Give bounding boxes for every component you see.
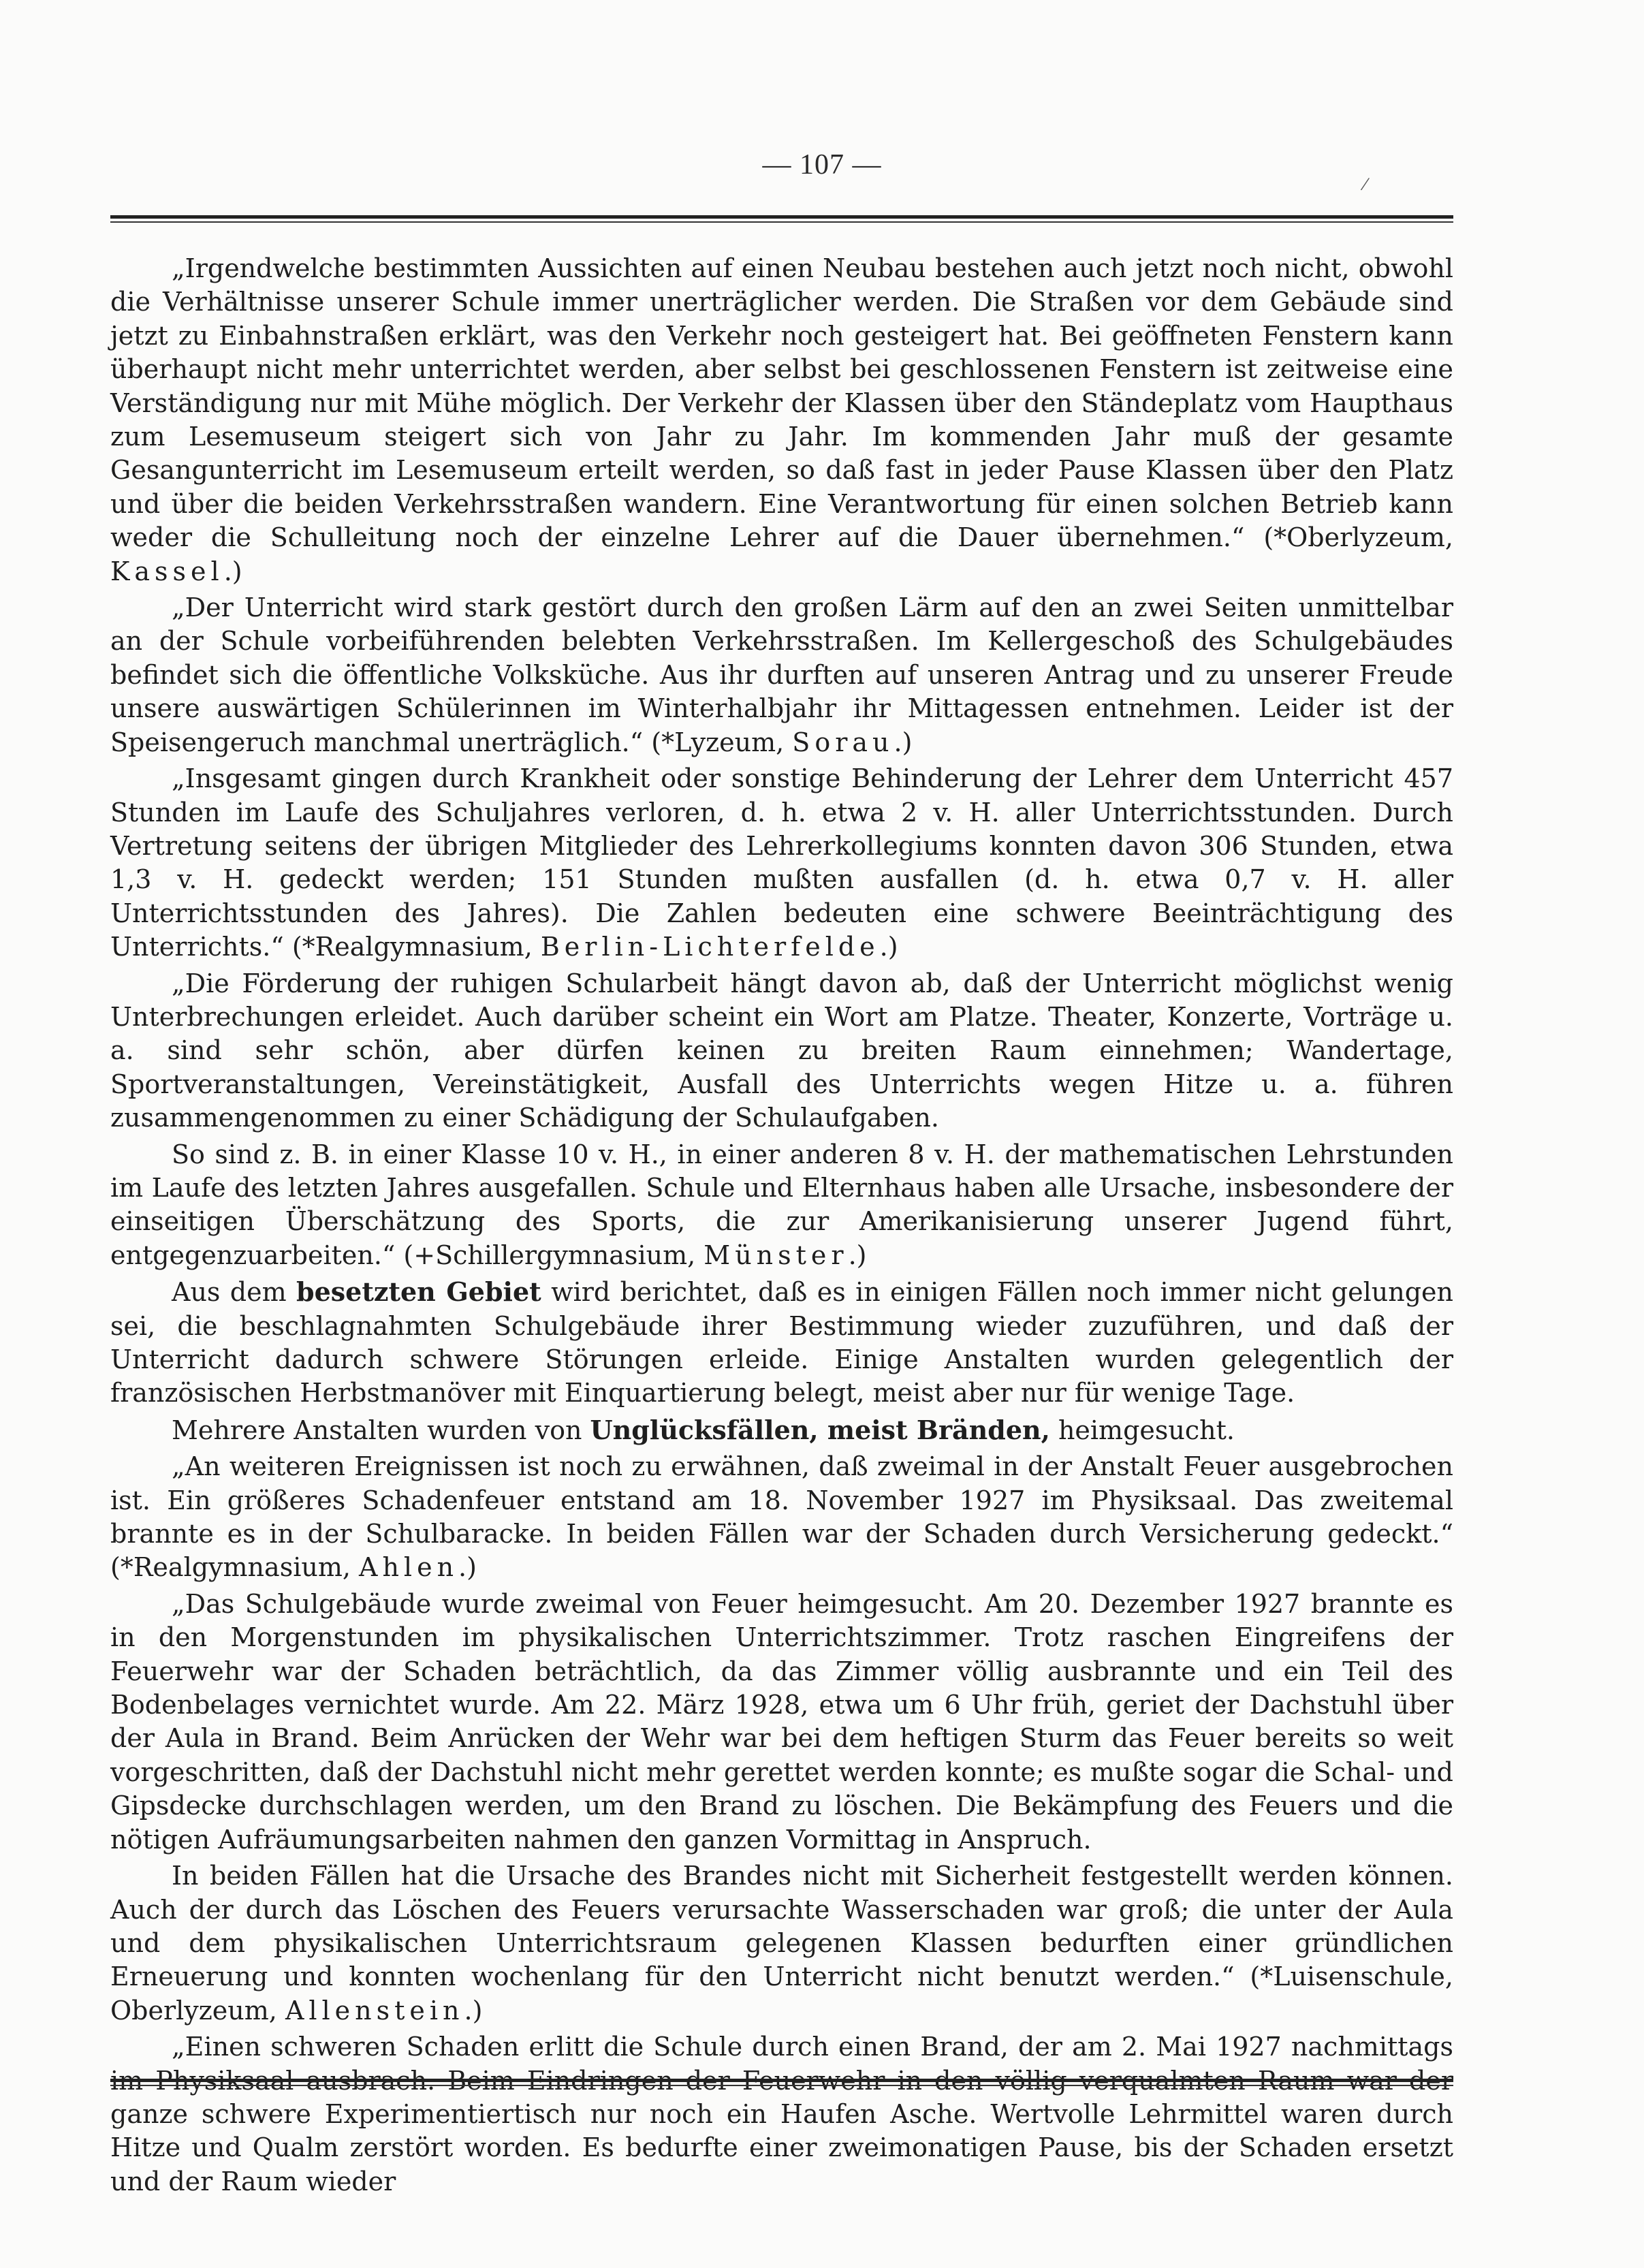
paragraph-text: „Das Schulgebäude wurde zweimal von Feuer heimgesucht. Am 20. Dezember 1927 brannte es in den Morgenstunden im physikalischen Unterrichtszimmer. Trotz raschen Eingreifens der Feuerwehr war der Schaden beträchtlich, da das Zimmer völlig ausbrannte und ein Teil des Bodenbelages vernichtet wurde. Am 22. März 1928, etwa um 6 Uhr früh, geriet der Dachstuhl über der Aula in Brand. Beim Anrücken der Wehr war bei dem heftigen Sturm das Feuer bereits so weit vorgeschritten, daß der Dachstuhl nicht mehr gerettet werden konnte; es mußte sogar die Schal- und Gipsdecke durchschlagen werden, um den Brand zu löschen. Die Bekämpfung des Feuers und die nötigen Aufräumungsarbeiten nahmen den ganzen Vormittag in Anspruch. [110, 1588, 1453, 1855]
paragraph-close: .) [458, 1552, 477, 1583]
page-number: — 107 — [762, 149, 882, 180]
paragraph-text: „An weiteren Ereignissen ist noch zu erwähnen, daß zweimal in der Anstalt Feuer ausgebrochen ist. Ein größeres Schadenfeuer entstand am 18. November 1927 im Physiksaal. Das zweitemal brannte es in der Schulbaracke. In beiden Fällen war der Schaden durch Versicherung gedeckt.“ (*Realgymnasium, [110, 1451, 1453, 1583]
header-rule-thin [110, 221, 1453, 223]
footer-rule-thin [110, 2085, 1453, 2086]
bold-term: Unglücksfällen, meist Bränden, [590, 1414, 1050, 1445]
paragraph-text: wird berichtet, daß es in einigen Fällen noch immer nicht gelungen sei, die beschlagnahmten Schulgebäude ihrer Bestimmung wieder zuzuführen, und daß der Unterricht dadurch schwere Störungen erleide. Einige Anstalten wurden gelegentlich der französischen Herbstmanöver mit Einquartierung belegt, meist aber nur für wenige Tage. [110, 1277, 1453, 1408]
paragraph-text: „Die Förderung der ruhigen Schularbeit hängt davon ab, daß der Unterricht möglichst wenig Unterbrechungen erleidet. Auch darüber scheint ein Wort am Platze. Theater, Konzerte, Vorträge u. a. sind sehr schön, aber dürfen keinen zu breiten Raum einnehmen; Wandertage, Sportveranstaltungen, Vereinstätigkeit, Ausfall des Unterrichts wegen Hitze u. a. führen zusammengenommen zu einer Schädigung der Schulaufgaben. [110, 968, 1453, 1133]
paragraph-text: heimgesucht. [1049, 1415, 1235, 1445]
paragraph-text: „Einen schweren Schaden erlitt die Schule durch einen Brand, der am 2. Mai 1927 nachmittags in ganze schwere Experimentiertisch nur noch ein Haufen Asche. Wertvolle Lehrmittel waren durch Hitze und Qualm zerstört worden. Es bedurfte einer zweimonatigen Pause, bis der Schaden ersetzt und der Raum wieder [110, 2032, 1453, 2196]
paragraph-muenster [110, 1138, 1453, 1273]
paragraph-text: „Insgesamt gingen durch Krankheit oder sonstige Behinderung der Lehrer dem Unterricht 457 Stunden im Laufe des Schuljahres verloren, d. h. etwa 2 v. H. aller Unterrichtsstunden. Durch Vertretung seitens der übrigen Mitglieder des Lehrerkollegiums konnten davon 306 Stunden, etwa 1,3 v. H. gedeckt werden; 151 Stunden mußten ausfallen (d. h. etwa 0,7 v. H. aller Unterrichtsstunden des Jahres). Die Zahlen bedeuten eine schwere Beeinträchtigung des Unterrichts.“ (*Realgymnasium, [110, 763, 1453, 962]
place-name: Sorau [792, 727, 894, 757]
header-rule [110, 215, 1453, 223]
paragraph-close: .) [848, 1240, 867, 1270]
paragraph-text: In beiden Fällen hat die Ursache des Brandes nicht mit Sicherheit festgestellt werden können. Auch der durch das Löschen des Feuers verursachte Wasserschaden war groß; die unter der Aula und dem physikalischen Unterrichtsraum gelegenen Klassen bedurften einer gründlichen Erneuerung und konnten wochenlang für den Unterricht nicht benutzt werden.“ (*Luisenschule, Oberlyzeum, [110, 1861, 1453, 2026]
place-name: Kassel [110, 556, 224, 586]
paragraph-close: .) [879, 932, 898, 962]
footer-rule [110, 2079, 1453, 2087]
paragraph-fire-twice [110, 1588, 1453, 1857]
paragraph-schularbeit [110, 967, 1453, 1135]
paragraph-text: „Irgendwelche bestimmten Aussichten auf einen Neubau bestehen auch jetzt noch nicht, obwohl die Verhältnisse unserer Schule immer unerträglicher werden. Die Straßen vor dem Gebäude sind jetzt zu Einbahnstraßen erklärt, was den Verkehr noch gesteigert hat. Bei geöffneten Fenstern kann überhaupt nicht mehr unterrichtet werden, aber selbst bei geschlossenen Fenstern ist zeitweise eine Verständigung nur mit Mühe möglich. Der Verkehr der Klassen über den Ständeplatz vom Haupthaus zum Lesemuseum steigert sich von Jahr zu Jahr. Im kommenden Jahr muß der gesamte Gesangunterricht im Lesemuseum erteilt werden, so daß fast in jeder Pause Klassen über den Platz und über die beiden Verkehrsstraßen wandern. Eine Verantwortung für einen solchen Betrieb kann weder die Schulleitung noch der einzelne Lehrer auf die Dauer übernehmen.“ (*Oberlyzeum, [110, 253, 1453, 553]
paragraph-physiksaal-fire [110, 2030, 1453, 2199]
paragraph-text: Aus dem [172, 1277, 296, 1308]
place-name: Münster [704, 1240, 849, 1270]
paragraph-close: .) [223, 556, 242, 586]
place-name: Berlin-Lichterfelde [540, 932, 880, 962]
paragraph-close: .) [894, 727, 913, 757]
paragraph-kassel [110, 252, 1453, 588]
paragraph-occupied-territory [110, 1275, 1453, 1411]
main-text [110, 252, 1453, 2196]
pencil-mark: / [1359, 172, 1371, 196]
paragraph-sorau [110, 591, 1453, 759]
paragraph-close: .) [464, 1995, 483, 2026]
header-rule-thick [110, 215, 1453, 219]
paragraph-ahlen [110, 1450, 1453, 1585]
paragraph-allenstein [110, 1859, 1453, 2028]
place-name: Ahlen [359, 1552, 459, 1583]
paragraph-text: „Der Unterricht wird stark gestört durch den großen Lärm auf den an zwei Seiten unmittelbar an der Schule vorbeiführenden belebten Verkehrsstraßen. Im Kellergeschoß des Schulgebäudes befindet sich die öffentliche Volksküche. Aus ihr durften auf unseren Antrag und zu unserer Freude unsere auswärtigen Schülerinnen im Winterhalbjahr ihr Mittagessen entnehmen. Leider ist der Speisengeruch manchmal unerträglich.“ (*Lyzeum, [110, 593, 1453, 757]
paragraph-text: So sind z. B. in einer Klasse 10 v. H., in einer anderen 8 v. H. der mathematischen Lehrstunden im Laufe des letzten Jahres ausgefallen. Schule und Elternhaus haben alle Ursache, insbesondere der einseitigen Überschätzung des Sports, die zur Amerikanisierung unserer Jugend führt, entgegenzuarbeiten.“ (+Schillergymnasium, [110, 1139, 1453, 1270]
bold-term: besetzten Gebiet [296, 1276, 541, 1308]
paragraph-accidents [110, 1413, 1453, 1447]
paragraph-text: Mehrere Anstalten wurden von [172, 1415, 590, 1445]
place-name: Allenstein [285, 1995, 464, 2026]
paragraph-lichterfelde [110, 762, 1453, 964]
footer-rule-thick [110, 2079, 1453, 2082]
